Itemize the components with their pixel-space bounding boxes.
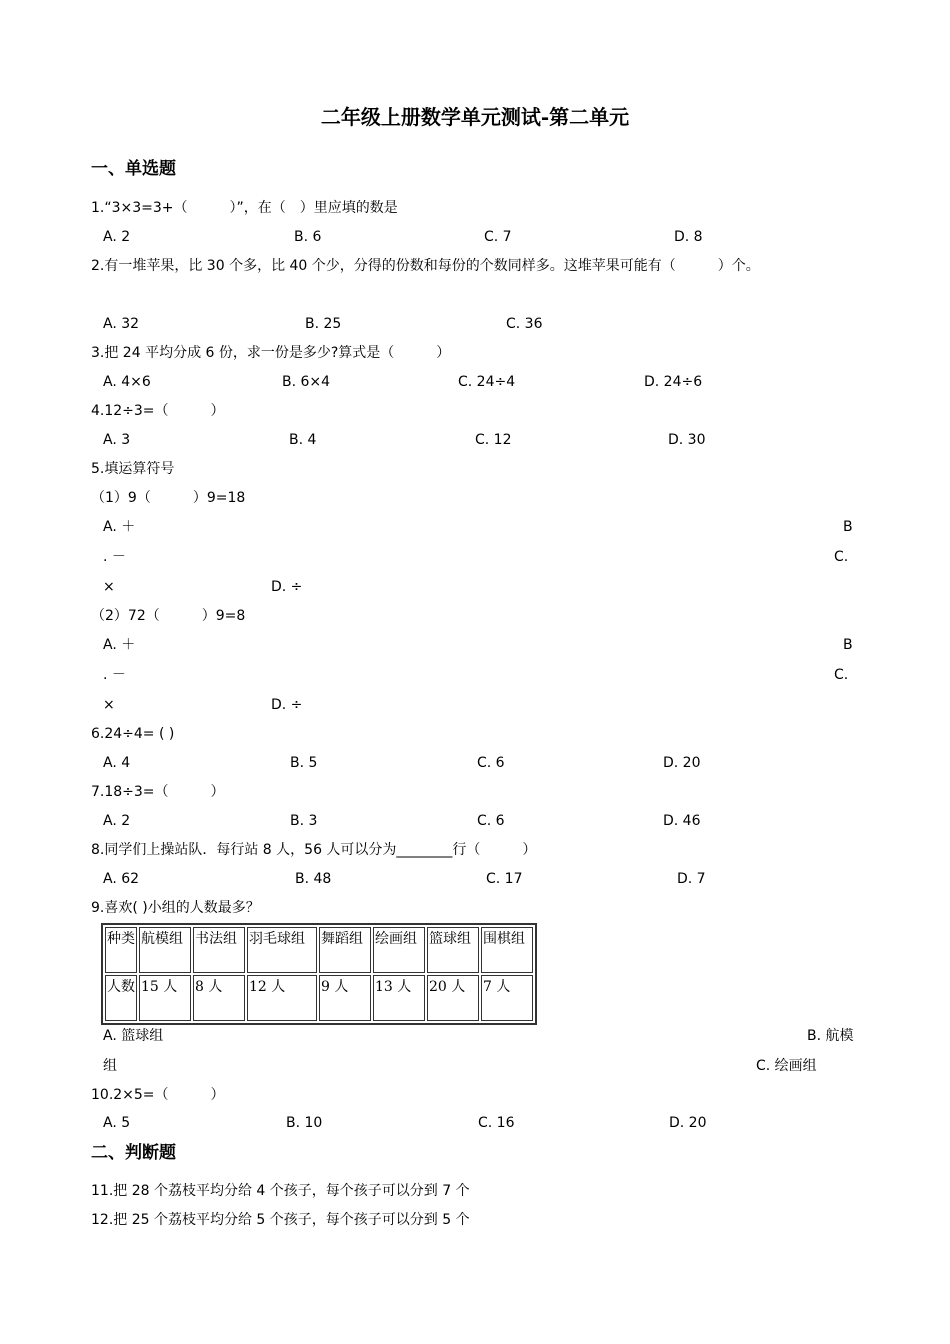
q5-sub-2: （2）72（ ）9=8 (91, 608, 246, 624)
q5-1-option-c-label[interactable]: C. (834, 549, 849, 565)
question-8: 8.同学们上操站队．每行站 8 人，56 人可以分为________行（ ） (91, 842, 537, 858)
table-cell: 12 人 (247, 975, 317, 1021)
q5-2-option-a[interactable]: A. ＋ (103, 637, 136, 653)
q8-option-b[interactable]: B. 48 (295, 871, 332, 887)
q5-2-option-b-value[interactable]: . － (103, 667, 126, 683)
q1-option-b[interactable]: B. 6 (294, 229, 322, 245)
table-cell: 15 人 (139, 975, 191, 1021)
table-cell: 种类 (105, 927, 137, 973)
q9-option-b-label[interactable]: B. 航模 (807, 1028, 854, 1044)
q5-2-option-b-label[interactable]: B (843, 637, 853, 653)
q2-option-a[interactable]: A. 32 (103, 316, 140, 332)
question-2: 2.有一堆苹果，比 30 个多，比 40 个少，分得的份数和每份的个数同样多。这堆苹果可能有（ ）个。 (91, 258, 760, 274)
question-1: 1.“3×3=3+（ ）”，在（ ）里应填的数是 (91, 200, 398, 216)
q5-2-option-c-value[interactable]: × (103, 697, 115, 713)
question-6: 6.24÷4= ( ) (91, 726, 175, 742)
q7-option-d[interactable]: D. 46 (663, 813, 701, 829)
table-cell: 20 人 (427, 975, 479, 1021)
section-heading-single-choice: 一、单选题 (91, 159, 176, 179)
page-title: 二年级上册数学单元测试-第二单元 (320, 105, 630, 129)
q10-option-b[interactable]: B. 10 (286, 1115, 323, 1131)
q1-option-d[interactable]: D. 8 (674, 229, 703, 245)
q4-option-d[interactable]: D. 30 (668, 432, 706, 448)
q4-option-c[interactable]: C. 12 (475, 432, 512, 448)
q7-option-a[interactable]: A. 2 (103, 813, 131, 829)
table-cell: 书法组 (193, 927, 245, 973)
q3-option-d[interactable]: D. 24÷6 (644, 374, 703, 390)
table-cell: 篮球组 (427, 927, 479, 973)
table-header-row (105, 927, 533, 973)
question-9: 9.喜欢( )小组的人数最多？ (91, 900, 260, 916)
q6-option-d[interactable]: D. 20 (663, 755, 701, 771)
question-12: 12.把 25 个荔枝平均分给 5 个孩子，每个孩子可以分到 5 个 (91, 1212, 470, 1228)
q5-2-option-d[interactable]: D. ÷ (271, 697, 303, 713)
q5-1-option-a[interactable]: A. ＋ (103, 519, 136, 535)
q10-option-c[interactable]: C. 16 (478, 1115, 515, 1131)
q4-option-a[interactable]: A. 3 (103, 432, 131, 448)
q9-option-c[interactable]: C. 绘画组 (756, 1058, 817, 1074)
interest-group-table (101, 923, 537, 1025)
section-heading-true-false: 二、判断题 (91, 1143, 176, 1163)
q7-option-c[interactable]: C. 6 (477, 813, 505, 829)
q2-option-b[interactable]: B. 25 (305, 316, 342, 332)
q10-option-d[interactable]: D. 20 (669, 1115, 707, 1131)
q8-option-a[interactable]: A. 62 (103, 871, 140, 887)
table-cell: 羽毛球组 (247, 927, 317, 973)
q5-sub-1: （1）9（ ）9=18 (91, 490, 246, 506)
question-4: 4.12÷3=（ ） (91, 403, 225, 419)
table-cell: 7 人 (481, 975, 533, 1021)
q3-option-b[interactable]: B. 6×4 (282, 374, 331, 390)
q3-option-c[interactable]: C. 24÷4 (458, 374, 516, 390)
table-cell: 8 人 (193, 975, 245, 1021)
table-cell: 舞蹈组 (319, 927, 371, 973)
question-11: 11.把 28 个荔枝平均分给 4 个孩子，每个孩子可以分到 7 个 (91, 1183, 470, 1199)
table-cell: 围棋组 (481, 927, 533, 973)
question-5: 5.填运算符号 (91, 461, 175, 477)
table-row (105, 975, 533, 1021)
q6-option-b[interactable]: B. 5 (290, 755, 318, 771)
table-cell: 绘画组 (373, 927, 425, 973)
q8-option-c[interactable]: C. 17 (486, 871, 523, 887)
q5-1-option-c-value[interactable]: × (103, 579, 115, 595)
q1-option-a[interactable]: A. 2 (103, 229, 131, 245)
q5-2-option-c-label[interactable]: C. (834, 667, 849, 683)
q1-option-c[interactable]: C. 7 (484, 229, 512, 245)
q6-option-c[interactable]: C. 6 (477, 755, 505, 771)
table-cell: 人数 (105, 975, 137, 1021)
q9-option-b-value[interactable]: 组 (103, 1058, 117, 1074)
q4-option-b[interactable]: B. 4 (289, 432, 317, 448)
q8-option-d[interactable]: D. 7 (677, 871, 706, 887)
q10-option-a[interactable]: A. 5 (103, 1115, 131, 1131)
q5-1-option-b-label[interactable]: B (843, 519, 853, 535)
q5-1-option-d[interactable]: D. ÷ (271, 579, 303, 595)
q6-option-a[interactable]: A. 4 (103, 755, 131, 771)
q5-1-option-b-value[interactable]: . － (103, 549, 126, 565)
q7-option-b[interactable]: B. 3 (290, 813, 318, 829)
q9-option-a[interactable]: A. 篮球组 (103, 1028, 164, 1044)
q3-option-a[interactable]: A. 4×6 (103, 374, 151, 390)
table-cell: 9 人 (319, 975, 371, 1021)
table-cell: 13 人 (373, 975, 425, 1021)
question-10: 10.2×5=（ ） (91, 1087, 225, 1103)
table-cell: 航模组 (139, 927, 191, 973)
question-3: 3.把 24 平均分成 6 份，求一份是多少?算式是（ ） (91, 345, 451, 361)
q2-option-c[interactable]: C. 36 (506, 316, 543, 332)
question-7: 7.18÷3=（ ） (91, 784, 225, 800)
